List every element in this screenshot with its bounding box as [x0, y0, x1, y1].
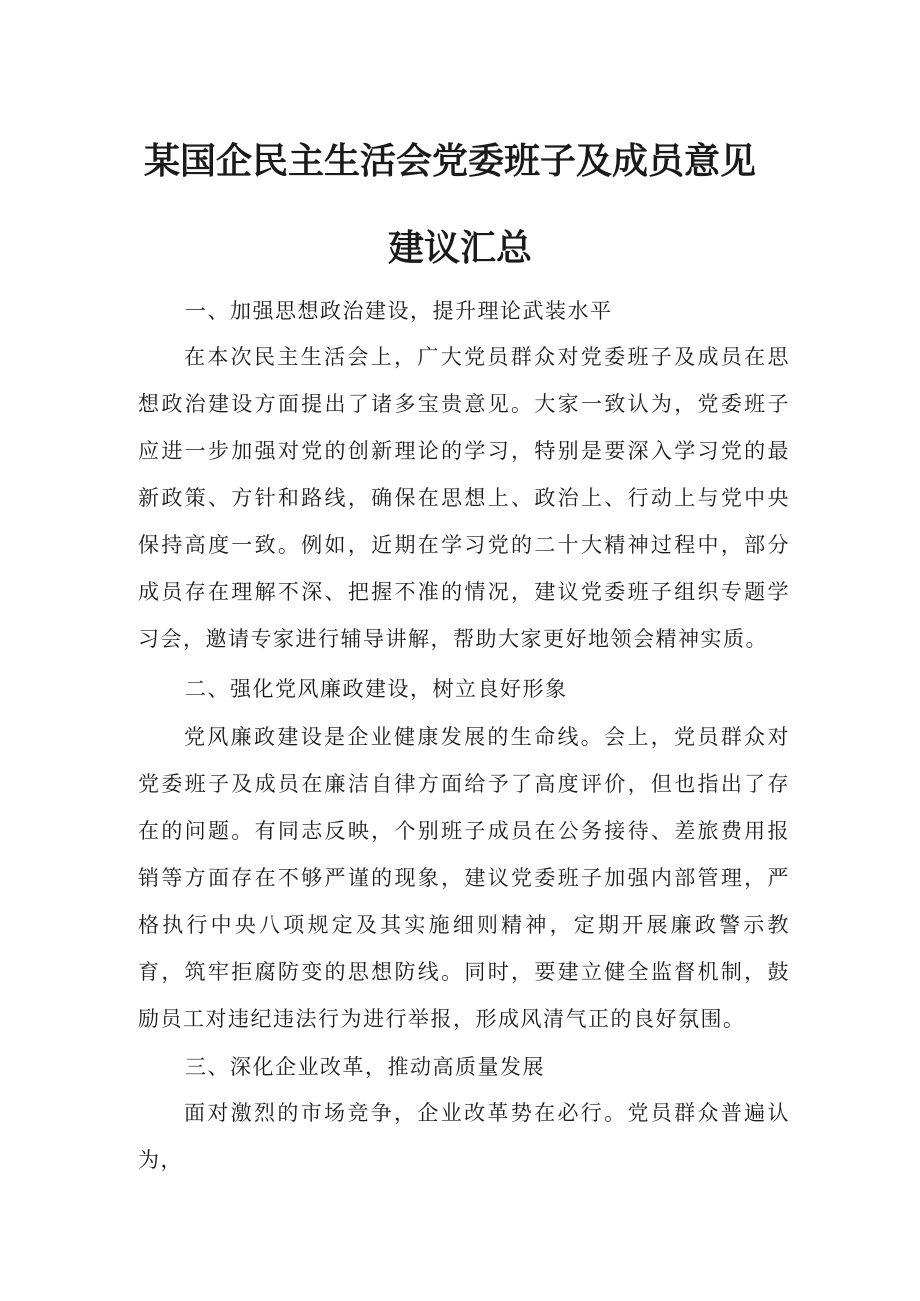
- document-title-line-2: 建议汇总: [387, 228, 532, 269]
- section-1-heading: 一、加强思想政治建设，提升理论武装水平: [185, 299, 613, 323]
- section-2-paragraph: 党风廉政建设是企业健康发展的生命线。会上，党员群众对党委班子及成员在廉洁自律方面给予了高度评价，但也指出了存在的问题。有同志反映，个别班子成员在公务接待、差旅费用报销等方面存在不够严谨的现象，建议党委班子加强内部管理，严格执行中央八项规定及其实施细则精神，定期开展廉政警示教育，筑牢拒腐防变的思想防线。同时，要建立健全监督机制，鼓励员工对违纪违法行为进行举报，形成风清气正的良好氛围。: [138, 725, 790, 1031]
- section-2-heading: 二、强化党风廉政建设，树立良好形象: [185, 677, 568, 701]
- section-1-paragraph: 在本次民主生活会上，广大党员群众对党委班子及成员在思想政治建设方面提出了诸多宝贵意见。大家一致认为，党委班子应进一步加强对党的创新理论的学习，特别是要深入学习党的最新政策、方针和路线，确保在思想上、政治上、行动上与党中央保持高度一致。例如，近期在学习党的二十大精神过程中，部分成员存在理解不深、把握不准的情况，建议党委班子组织专题学习会，邀请专家进行辅导讲解，帮助大家更好地领会精神实质。: [138, 345, 790, 651]
- document-title-line-1: 某国企民主生活会党委班子及成员意见: [143, 141, 756, 182]
- section-3-heading: 三、深化企业改革，推动高质量发展: [185, 1055, 545, 1079]
- section-3-paragraph: 面对激烈的市场竞争，企业改革势在必行。党员群众普遍认为，: [138, 1101, 790, 1172]
